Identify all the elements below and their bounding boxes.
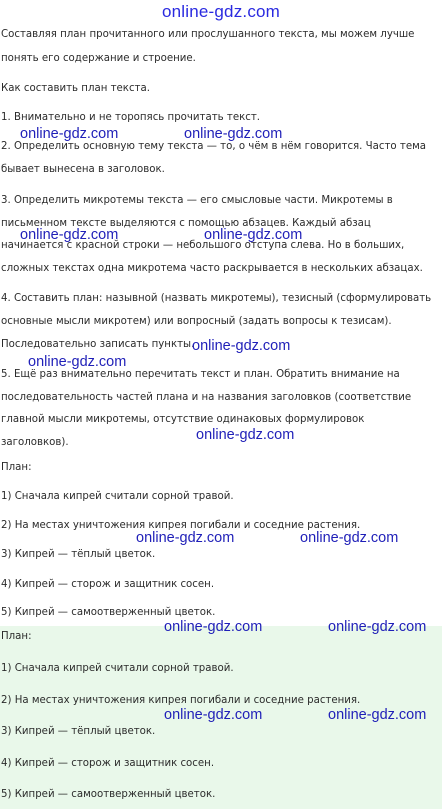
- answer-plan-item: 5) Кипрей — самоотверженный цветок.: [1, 789, 216, 800]
- watermark: online-gdz.com: [328, 619, 427, 635]
- step-4: 4. Составить план: назывной (назвать микротемы), тезисный (сформулировать: [1, 293, 432, 304]
- step-5: главной мысли микротемы, отсутствие одинаковых формулировок: [1, 414, 365, 425]
- step-4: Последовательно записать пункты.: [1, 339, 195, 350]
- step-3: начинается с красной строки — небольшого отступа слева. Но в больших,: [1, 240, 405, 251]
- step-3: 3. Определить микротемы текста — его смысловые части. Микротемы в: [1, 195, 393, 206]
- plan-item: 1) Сначала кипрей считали сорной травой.: [1, 491, 234, 502]
- watermark: online-gdz.com: [164, 619, 263, 635]
- step-5: заголовков).: [1, 437, 69, 448]
- plan-item: 5) Кипрей — самоотверженный цветок.: [1, 607, 216, 618]
- step-1: 1. Внимательно и не торопясь прочитать текст.: [1, 112, 261, 123]
- site-logo[interactable]: online-gdz.com: [161, 2, 281, 21]
- answer-plan-item: 3) Кипрей — тёплый цветок.: [1, 726, 156, 737]
- answer-plan-item: 4) Кипрей — сторож и защитник сосен.: [1, 758, 215, 769]
- watermark: online-gdz.com: [204, 227, 303, 243]
- plan-item: 3) Кипрей — тёплый цветок.: [1, 549, 156, 560]
- step-5: 5. Ещё раз внимательно перечитать текст и план. Обратить внимание на: [1, 369, 400, 380]
- question-text: Как составить план текста.: [1, 83, 150, 94]
- answer-plan-item: 1) Сначала кипрей считали сорной травой.: [1, 663, 234, 674]
- watermark: online-gdz.com: [136, 530, 235, 546]
- plan-item: 4) Кипрей — сторож и защитник сосен.: [1, 579, 215, 590]
- site-header: [0, 0, 442, 24]
- step-3: письменном тексте выделяются с помощью абзацев. Каждый абзац: [1, 218, 371, 229]
- step-5: последовательность частей плана и на названия заголовков (соответствие: [1, 392, 412, 403]
- step-4: основные мысли микротем) или вопросный (задать вопросы к тезисам).: [1, 316, 392, 327]
- step-2: бывает вынесена в заголовок.: [1, 164, 165, 175]
- watermark: online-gdz.com: [164, 707, 263, 723]
- answer-plan-heading: План:: [1, 631, 32, 642]
- watermark: online-gdz.com: [328, 707, 427, 723]
- intro-text: Составляя план прочитанного или прослушанного текста, мы можем лучше: [1, 29, 415, 40]
- watermark: online-gdz.com: [300, 530, 399, 546]
- watermark: online-gdz.com: [20, 227, 119, 243]
- watermark: online-gdz.com: [28, 354, 127, 370]
- watermark: online-gdz.com: [184, 126, 283, 142]
- watermark: online-gdz.com: [20, 126, 119, 142]
- plan-item: 2) На местах уничтожения кипрея погибали и соседние растения.: [1, 520, 361, 531]
- watermark: online-gdz.com: [196, 427, 295, 443]
- intro-text: понять его содержание и строение.: [1, 53, 196, 64]
- step-2: 2. Определить основную тему текста — то, о чём в нём говорится. Часто тема: [1, 141, 427, 152]
- step-3: сложных текстах одна микротема часто раскрывается в нескольких абзацах.: [1, 263, 423, 274]
- answer-plan-item: 2) На местах уничтожения кипрея погибали и соседние растения.: [1, 695, 361, 706]
- watermark: online-gdz.com: [192, 338, 291, 354]
- plan-heading: План:: [1, 462, 32, 473]
